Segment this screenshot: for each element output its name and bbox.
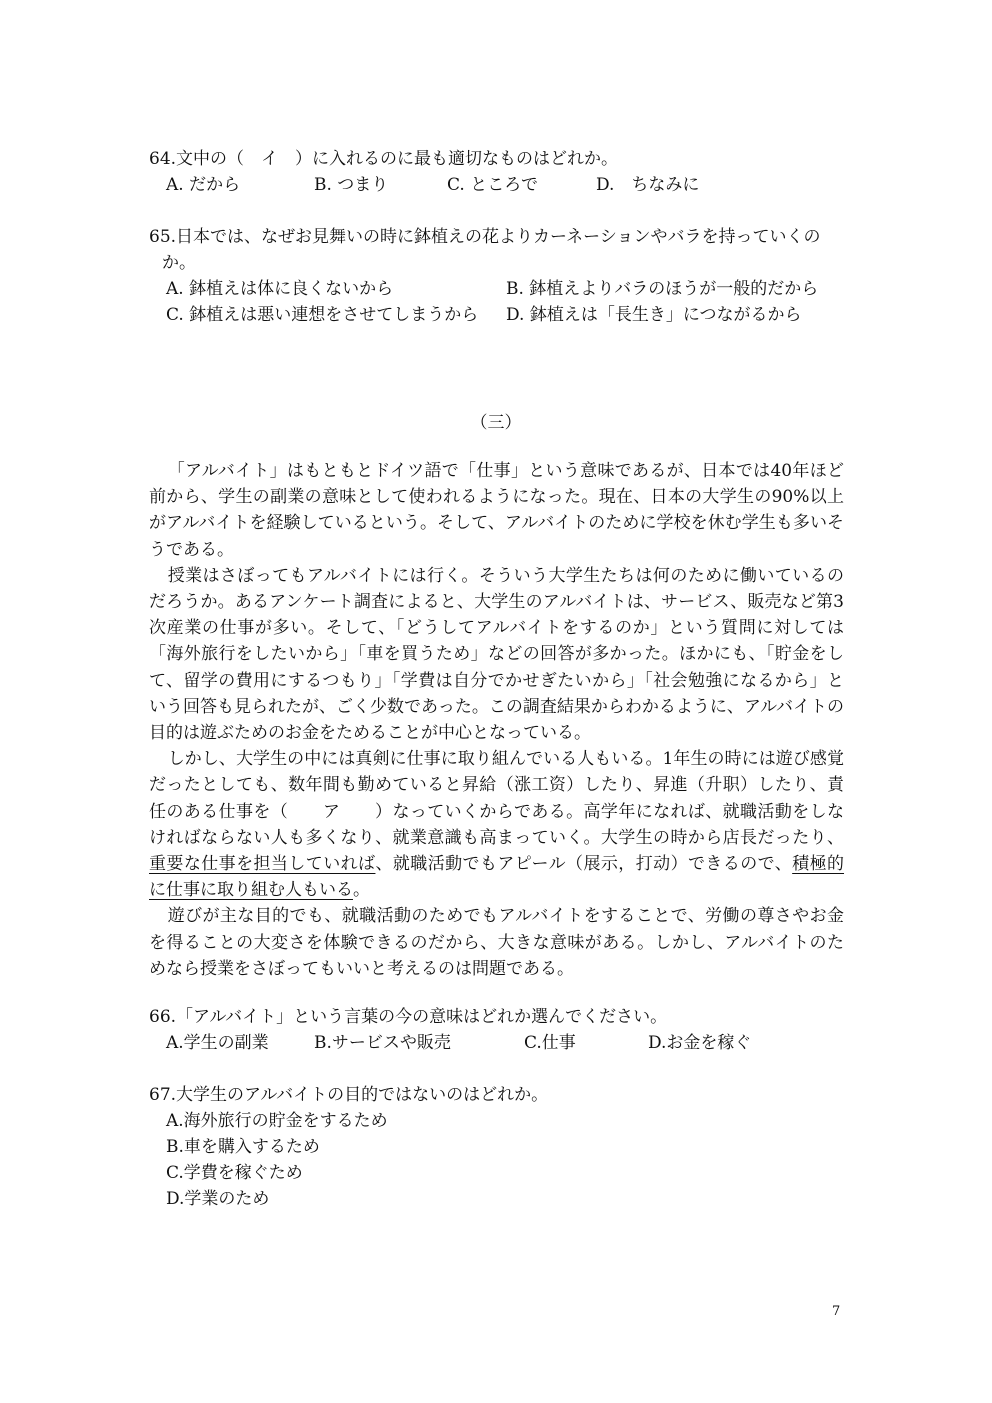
question-65-option-c: C. 鉢植えは悪い連想をさせてしまうから — [166, 305, 479, 325]
question-64-stem: 64.文中の（ イ ）に入れるのに最も適切なものはどれか。 — [149, 149, 619, 169]
passage-paragraph-3 — [149, 746, 844, 903]
question-64-option-c: C. ところで — [447, 175, 539, 195]
question-65-option-b: B. 鉢植えよりバラのほうが一般的だから — [506, 279, 819, 299]
question-67-option-b: B.車を購入するため — [166, 1137, 320, 1157]
question-67-stem: 67.大学生のアルバイトの目的ではないのはどれか。 — [149, 1085, 549, 1105]
question-66-option-a: A.学生の副業 — [166, 1033, 269, 1053]
question-67-option-a: A.海外旅行の貯金をするため — [166, 1111, 388, 1131]
paragraph-3-text-middle: 、就職活動でもアピール（展示，打动）できるので、 — [375, 854, 793, 875]
question-66-stem: 66.「アルバイト」という言葉の今の意味はどれか選んでください。 — [149, 1007, 668, 1027]
question-65-option-d: D. 鉢植えは「長生き」につながるから — [506, 305, 802, 325]
paragraph-3-text-start: しかし、大学生の中には真剣に仕事に取り組んでいる人もいる。1年生の時には遊び感覚だったとしても、数年間も勤めていると昇給（涨工资）したり、昇進（升职）したり、責任のある仕事を（ ア ）なっていくからである。高学年になれば、就職活動をしなければならない人も多くなり、就業意識も高まっていく。大学生の時から店長だったり、 — [149, 749, 844, 848]
underlined-phrase-1: 重要な仕事を担当していれば — [149, 854, 376, 875]
question-65-option-a: A. 鉢植えは体に良くないから — [166, 279, 394, 299]
passage-paragraph-2: 授業はさぼってもアルバイトには行く。そういう大学生たちは何のために働いているのだろうか。あるアンケート調査によると、大学生のアルバイトは、サービス、販売など第3次産業の仕事が多い。そして、「どうしてアルバイトをするのか」という質問に対しては「海外旅行をしたいから」「車を買うため」などの回答が多かった。ほかにも、「貯金をして、留学の費用にするつもり」「学費は自分でかせぎたいから」「社会勉強になるから」という回答も見られたが、ごく少数であった。この調査結果からわかるように、アルバイトの目的は遊ぶためのお金をためることが中心となっている。 — [149, 565, 844, 744]
section-title: （三） — [470, 413, 522, 433]
question-65-stem-line1: 65.日本では、なぜお見舞いの時に鉢植えの花よりカーネーションやバラを持っていくの — [149, 227, 821, 247]
paragraph-3-text-end: 。 — [353, 880, 370, 901]
underlined-phrase-2: 積極的に仕事に取り組む人もいる — [149, 854, 845, 901]
passage-paragraph-4: 遊びが主な目的でも、就職活動のためでもアルバイトをすることで、労働の尊さやお金を得ることの大変さを体験できるのだから、大きな意味がある。しかし、アルバイトのためなら授業をさぼってもいいと考えるのは問題である。 — [149, 906, 844, 979]
question-66-option-b: B.サービスや販売 — [314, 1033, 451, 1053]
question-65-stem-line2: か。 — [162, 253, 196, 273]
question-67-option-c: C.学費を稼ぐため — [166, 1163, 303, 1183]
reading-passage — [149, 458, 844, 982]
question-66-option-c: C.仕事 — [524, 1033, 576, 1053]
question-66-option-d: D.お金を稼ぐ — [648, 1033, 752, 1053]
question-64-option-b: B. つまり — [314, 175, 389, 195]
question-64-option-d: D. ちなみに — [596, 175, 700, 195]
question-67-option-d: D.学業のため — [166, 1189, 270, 1209]
page-number: 7 — [832, 1304, 841, 1319]
passage-paragraph-1: 「アルバイト」はもともとドイツ語で「仕事」という意味であるが、日本では40年ほど前から、学生の副業の意味として使われるようになった。現在、日本の大学生の90%以上がアルバイトを経験しているという。そして、アルバイトのために学校を休む学生も多いそうである。 — [149, 461, 844, 560]
question-64-option-a: A. だから — [166, 175, 241, 195]
